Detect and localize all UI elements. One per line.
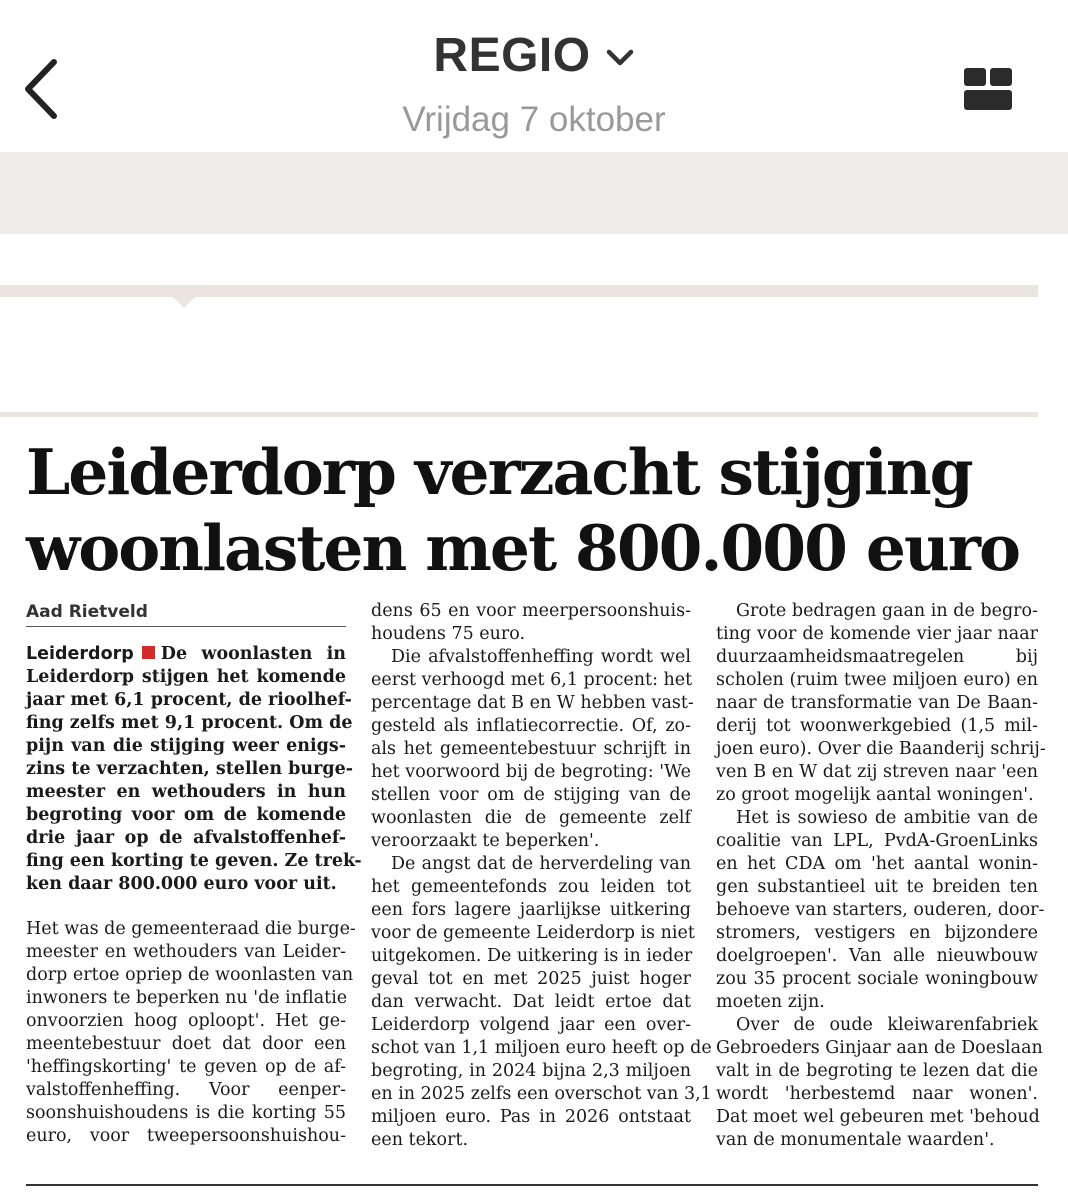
article-lead xyxy=(26,643,362,896)
text-line: drie jaar op de afvalstoffenhef- xyxy=(26,828,346,848)
text-line: Over de oude kleiwarenfabriek xyxy=(736,1015,1038,1035)
text-line: houdens 75 euro. xyxy=(371,624,526,644)
divider xyxy=(0,285,1038,297)
text-line: wordt 'herbestemd naar wonen'. xyxy=(716,1084,1038,1104)
article-column-3 xyxy=(716,600,1046,1152)
text-line: fing een korting te geven. Ze trek- xyxy=(26,851,362,871)
author-name: Aad Rietveld xyxy=(26,602,148,622)
text-line: onvoorzien hoog oploopt'. Het ge- xyxy=(26,1011,346,1031)
text-line: stellen voor om de stijging van de xyxy=(371,785,691,805)
text-line: inwoners te beperken nu 'de inflatie xyxy=(26,988,348,1008)
page-layout-icon[interactable] xyxy=(964,68,1012,110)
text-line: schot van 1,1 miljoen euro heeft op de xyxy=(371,1038,712,1058)
text-line: Leiderdorp De woonlasten in xyxy=(26,644,346,664)
text-line: dens 65 en voor meerpersoonshuis- xyxy=(371,601,691,621)
headline-line: woonlasten met 800.000 euro xyxy=(26,511,1019,585)
article-column-2 xyxy=(371,600,712,1152)
section-title: REGIO xyxy=(433,29,591,82)
red-square-icon xyxy=(142,646,155,659)
text-line: Gebroeders Ginjaar aan de Doeslaan xyxy=(716,1038,1043,1058)
text-line: duurzaamheidsmaatregelen bij xyxy=(716,647,1038,667)
text-line: meentebestuur doet dat door een xyxy=(26,1034,346,1054)
text-line: ting voor de komende vier jaar naar xyxy=(716,624,1038,644)
text-line: zo groot mogelijk aantal woningen'. xyxy=(716,785,1034,805)
dateline: Leiderdorp xyxy=(26,644,134,664)
author-rule xyxy=(26,626,346,627)
text-line: derij tot woonwerkgebied (1,5 mil- xyxy=(716,716,1038,736)
text-line: moeten zijn. xyxy=(716,992,825,1012)
text-line: joen euro). Over die Baanderij schrij- xyxy=(716,739,1046,759)
text-line: dorp ertoe opriep de woonlasten van xyxy=(26,965,354,985)
divider-notch xyxy=(172,296,196,308)
text-line: veroorzaakt te beperken'. xyxy=(371,831,600,851)
top-navigation-bar xyxy=(0,0,1068,152)
text-line: miljoen euro. Pas in 2026 ontstaat xyxy=(371,1107,691,1127)
text-line: zou 35 procent sociale woningbouw xyxy=(716,969,1038,989)
text-line: het voorwoord bij de begroting: 'We xyxy=(371,762,691,782)
text-line: een tekort. xyxy=(371,1130,469,1150)
text-line: het gemeentefonds zou leiden tot xyxy=(371,877,691,897)
edition-date: Vrijdag 7 oktober xyxy=(402,100,666,139)
text-line: valt in de begroting te lezen dat die xyxy=(716,1061,1038,1081)
text-line: Het is sowieso de ambitie van de xyxy=(736,808,1038,828)
text-line: doelgroepen'. Van alle nieuwbouw xyxy=(716,946,1038,966)
text-line: coalitie van LPL, PvdA-GroenLinks xyxy=(716,831,1038,851)
text-line: 'heffingskorting' te geven op de af- xyxy=(26,1057,346,1077)
text-line: percentage dat B en W hebben vast- xyxy=(371,693,694,713)
text-line: Leiderdorp volgend jaar een over- xyxy=(371,1015,691,1035)
text-line: valstoffenheffing. Voor eenper- xyxy=(26,1080,346,1100)
text-line: pijn van die stijging weer enigs- xyxy=(26,736,346,756)
text-line: begroting, in 2024 bijna 2,3 miljoen xyxy=(371,1061,691,1081)
text-line: en in 2025 zelfs een overschot van 3,1 xyxy=(371,1084,712,1104)
text-line: soonshuishoudens is die korting 55 xyxy=(26,1103,346,1123)
article-headline xyxy=(26,434,1036,586)
text-line: voor de gemeente Leiderdorp is niet xyxy=(371,923,695,943)
article-column-1 xyxy=(26,600,362,1148)
section-selector[interactable] xyxy=(0,28,1068,83)
article-body xyxy=(26,918,356,1148)
text-line: meester en wethouders in hun xyxy=(26,782,346,802)
divider xyxy=(26,1184,1038,1186)
chevron-down-icon xyxy=(605,48,635,68)
text-line: meester en wethouders van Leider- xyxy=(26,942,346,962)
text-line: als het gemeentebestuur schrijft in xyxy=(371,739,691,759)
text-line: ven B en W dat zij streven naar 'een xyxy=(716,762,1038,782)
text-line: Het was de gemeenteraad die burge- xyxy=(26,919,356,939)
text-line: De angst dat de herverdeling van xyxy=(391,854,691,874)
text-line: naar de transformatie van De Baan- xyxy=(716,693,1038,713)
text-line: woonlasten die de gemeente zelf xyxy=(371,808,691,828)
text-line: ken daar 800.000 euro voor uit. xyxy=(26,874,337,894)
text-line: Die afvalstoffenheffing wordt wel xyxy=(391,647,691,667)
text-line: stromers, vestigers en bijzondere xyxy=(716,923,1038,943)
text-line: begroting voor om de komende xyxy=(26,805,346,825)
text-line: fing zelfs met 9,1 procent. Om de xyxy=(26,713,353,733)
page-band xyxy=(0,152,1068,234)
text-line: scholen (ruim twee miljoen euro) en xyxy=(716,670,1038,690)
text-line: uitgekomen. De uitkering is in ieder xyxy=(371,946,693,966)
text-line: zins te verzachten, stellen burge- xyxy=(26,759,353,779)
text-line: Grote bedragen gaan in de begro- xyxy=(736,601,1038,621)
text-line: euro, voor tweepersoonshuishou- xyxy=(26,1126,346,1146)
headline-line: Leiderdorp verzacht stijging xyxy=(26,435,972,509)
text-line: Leiderdorp stijgen het komende xyxy=(26,667,346,687)
divider xyxy=(0,412,1038,417)
text-line: behoeve van starters, ouderen, door- xyxy=(716,900,1045,920)
text-line: van de monumentale waarden'. xyxy=(716,1130,995,1150)
text-line: een fors lagere jaarlijkse uitkering xyxy=(371,900,691,920)
text-line: dan verwacht. Dat leidt ertoe dat xyxy=(371,992,691,1012)
text-line: Dat moet wel gebeuren met 'behoud xyxy=(716,1107,1040,1127)
text-line: jaar met 6,1 procent, de rioolhef- xyxy=(26,690,352,710)
text-line: geval tot en met 2025 juist hoger xyxy=(371,969,691,989)
text-line: gen substantieel uit te breiden ten xyxy=(716,877,1038,897)
text-line: en het CDA om 'het aantal wonin- xyxy=(716,854,1038,874)
text-line: gesteld als inflatiecorrectie. Of, zo- xyxy=(371,716,691,736)
text-line: eerst verhoogd met 6,1 procent: het xyxy=(371,670,693,690)
